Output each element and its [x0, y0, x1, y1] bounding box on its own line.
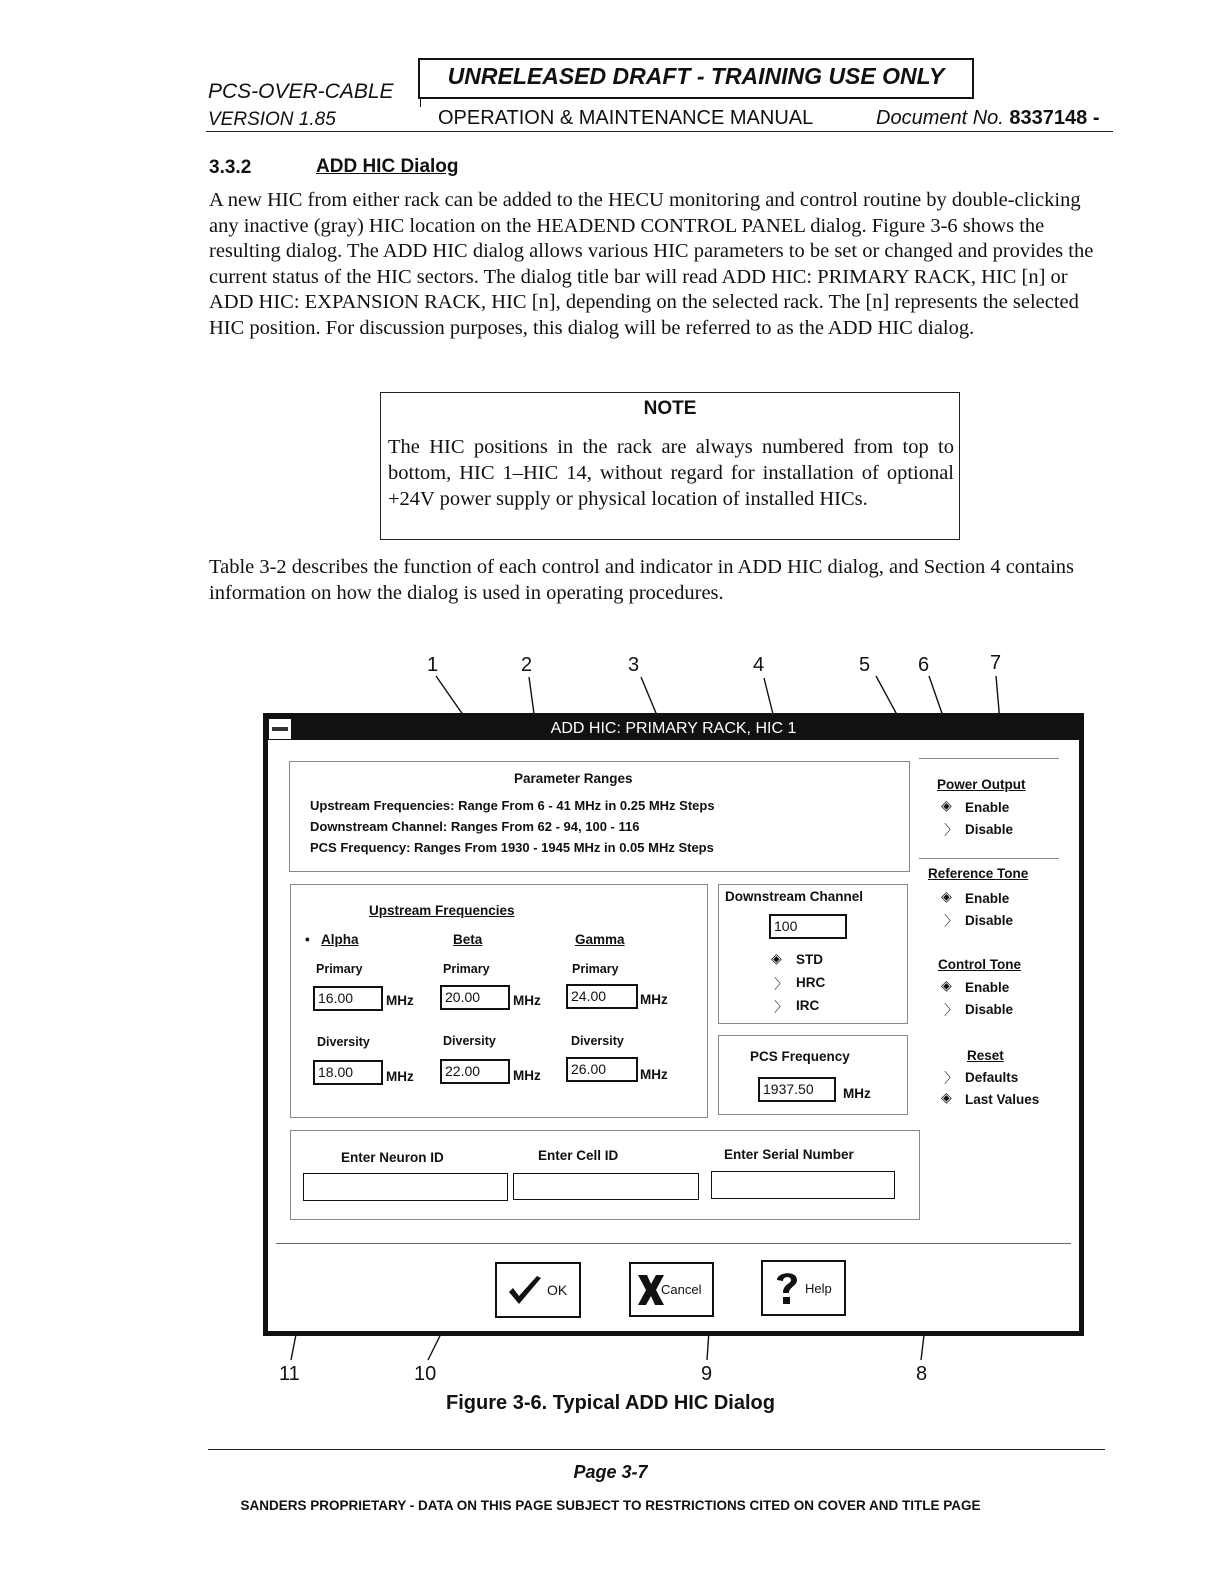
downstream-channel-input[interactable]: 100 — [769, 914, 847, 939]
reference-enable-radio-selected[interactable]: ◈ — [941, 889, 952, 905]
callout-8: 8 — [916, 1363, 928, 1385]
beta-primary-label: Primary — [443, 962, 490, 976]
alpha-diversity-label: Diversity — [317, 1035, 370, 1049]
upstream-range-text: Upstream Frequencies: Range From 6 - 41 MHz in 0.25 MHz Steps — [310, 798, 715, 813]
reference-disable-option[interactable]: Disable — [965, 913, 1014, 928]
gamma-diversity-unit: MHz — [640, 1067, 668, 1082]
header-product: PCS-OVER-CABLE — [208, 80, 394, 103]
beta-primary-input[interactable]: 20.00 — [440, 985, 510, 1010]
beta-diversity-label: Diversity — [443, 1034, 496, 1048]
cell-id-label: Enter Cell ID — [538, 1148, 619, 1163]
reset-defaults-radio[interactable]: 〉 — [944, 1071, 958, 1087]
gamma-diversity-label: Diversity — [571, 1034, 624, 1048]
callout-11: 11 — [279, 1363, 300, 1385]
beta-primary-unit: MHz — [513, 993, 541, 1008]
note-text: The HIC positions in the rack are always numbered from top to bottom, HIC 1–HIC 14, without regard for installation of optional +24V power supply or physical location of installed HICs. — [388, 436, 954, 510]
reset-defaults-option[interactable]: Defaults — [965, 1070, 1019, 1085]
pcs-frequency-heading: PCS Frequency — [750, 1049, 850, 1064]
help-button-label: Help — [805, 1281, 832, 1296]
power-enable-radio-selected[interactable]: ◈ — [941, 798, 952, 814]
pcs-frequency-group — [718, 1035, 908, 1115]
ok-button-label: OK — [547, 1282, 568, 1298]
control-enable-radio-selected[interactable]: ◈ — [941, 978, 952, 994]
downstream-range-text: Downstream Channel: Ranges From 62 - 94, 100 - 116 — [310, 819, 640, 834]
page-number: Page 3-7 — [573, 1462, 648, 1482]
note-heading: NOTE — [643, 398, 697, 419]
callout-9: 9 — [701, 1363, 713, 1385]
alpha-primary-unit: MHz — [386, 993, 414, 1008]
upstream-frequencies-heading: Upstream Frequencies — [369, 903, 515, 918]
callout-5: 5 — [859, 654, 871, 676]
serial-number-input[interactable] — [711, 1171, 895, 1199]
callout-3: 3 — [628, 654, 640, 676]
alpha-primary-label: Primary — [316, 962, 363, 976]
beta-sector-label[interactable]: Beta — [453, 932, 483, 947]
pcs-frequency-input[interactable]: 1937.50 — [758, 1077, 836, 1102]
alpha-sector-label[interactable]: Alpha — [321, 932, 359, 947]
alpha-diversity-input[interactable]: 18.00 — [313, 1060, 383, 1085]
pcs-frequency-unit: MHz — [843, 1086, 871, 1101]
section-number: 3.3.2 — [209, 157, 252, 178]
irc-option[interactable]: IRC — [796, 998, 820, 1013]
reset-last-values-option[interactable]: Last Values — [965, 1092, 1040, 1107]
alpha-diversity-unit: MHz — [386, 1069, 414, 1084]
document-number-label: Document No. — [876, 107, 1004, 129]
figure-caption: Figure 3-6. Typical ADD HIC Dialog — [446, 1392, 775, 1414]
right-column-mid-rule — [919, 858, 1059, 859]
control-tone-heading: Control Tone — [938, 957, 1021, 972]
std-radio-selected[interactable]: ◈ — [771, 951, 782, 967]
power-enable-option[interactable]: Enable — [965, 800, 1010, 815]
alpha-primary-input[interactable]: 16.00 — [313, 986, 383, 1011]
downstream-channel-heading: Downstream Channel — [725, 889, 864, 904]
header-version: VERSION 1.85 — [208, 109, 336, 130]
callout-1: 1 — [427, 654, 439, 676]
hrc-radio[interactable]: 〉 — [774, 977, 788, 993]
question-mark-icon — [773, 1270, 801, 1308]
pcs-range-text: PCS Frequency: Ranges From 1930 - 1945 MHz in 0.05 MHz Steps — [310, 840, 714, 855]
button-row-divider — [276, 1243, 1071, 1244]
cancel-button-label: Cancel — [661, 1282, 702, 1297]
gamma-sector-label[interactable]: Gamma — [575, 932, 625, 947]
manual-title: OPERATION & MAINTENANCE MANUAL — [438, 107, 814, 129]
power-disable-option[interactable]: Disable — [965, 822, 1014, 837]
beta-diversity-input[interactable]: 22.00 — [440, 1059, 510, 1084]
callout-10: 10 — [414, 1363, 437, 1385]
parameter-ranges-heading: Parameter Ranges — [514, 771, 633, 786]
control-enable-option[interactable]: Enable — [965, 980, 1010, 995]
cancel-button[interactable] — [629, 1262, 714, 1317]
power-output-heading: Power Output — [937, 777, 1026, 792]
serial-number-label: Enter Serial Number — [724, 1147, 854, 1162]
callout-2: 2 — [521, 654, 533, 676]
section-title: ADD HIC Dialog — [316, 156, 459, 177]
gamma-primary-unit: MHz — [640, 992, 668, 1007]
callout-7: 7 — [990, 652, 1002, 674]
reset-heading: Reset — [967, 1048, 1004, 1063]
control-disable-option[interactable]: Disable — [965, 1002, 1014, 1017]
document-number-value: 8337148 - — [1009, 107, 1100, 129]
checkmark-icon — [507, 1274, 543, 1308]
irc-radio[interactable]: 〉 — [774, 1000, 788, 1016]
std-option[interactable]: STD — [796, 952, 823, 967]
gamma-primary-label: Primary — [572, 962, 619, 976]
help-button[interactable] — [761, 1260, 846, 1316]
footer-rule — [208, 1449, 1105, 1450]
ok-button[interactable] — [495, 1262, 581, 1318]
hrc-option[interactable]: HRC — [796, 975, 826, 990]
reference-tone-heading: Reference Tone — [928, 866, 1029, 881]
intro-text: A new HIC from either rack can be added to the HECU monitoring and control routine by double-clicking any inactive (gray) HIC location on the HEADEND CONTROL PANEL dialog. Figure 3-6 shows the resulting dialog. The ADD HIC dialog allows various HIC parameters to be set or changed and provides the current status of the HIC sectors. The dialog title bar will read ADD HIC: PRIMARY RACK, HIC [n] or ADD HIC: EXPANSION RACK, HIC [n], depending on the selected rack. The [n] represents the selected HIC position. For discussion purposes, this dialog will be referred to as the ADD HIC dialog. — [209, 189, 1094, 339]
reference-disable-radio[interactable]: 〉 — [944, 914, 958, 930]
table-reference-paragraph: Table 3-2 describes the function of each control and indicator in ADD HIC dialog, and Section 4 contains information on how the dialog is used in operating procedures. — [209, 556, 1075, 604]
gamma-diversity-input[interactable]: 26.00 — [566, 1057, 638, 1082]
power-disable-radio[interactable]: 〉 — [944, 823, 958, 839]
cell-id-input[interactable] — [513, 1173, 699, 1200]
callout-4: 4 — [753, 654, 765, 676]
dialog-title: ADD HIC: PRIMARY RACK, HIC 1 — [550, 720, 797, 737]
neuron-id-input[interactable] — [303, 1173, 508, 1201]
right-column-top-rule — [919, 758, 1059, 759]
beta-diversity-unit: MHz — [513, 1068, 541, 1083]
draft-banner: UNRELEASED DRAFT - TRAINING USE ONLY — [447, 63, 945, 89]
callout-6: 6 — [918, 654, 930, 676]
control-disable-radio[interactable]: 〉 — [944, 1003, 958, 1019]
alpha-selected-marker: • — [305, 932, 310, 947]
neuron-id-label: Enter Neuron ID — [341, 1150, 444, 1165]
reset-last-values-radio-selected[interactable]: ◈ — [941, 1090, 952, 1106]
reference-enable-option[interactable]: Enable — [965, 891, 1010, 906]
proprietary-notice: SANDERS PROPRIETARY - DATA ON THIS PAGE SUBJECT TO RESTRICTIONS CITED ON COVER AND TITLE PAGE — [240, 1498, 981, 1513]
gamma-primary-input[interactable]: 24.00 — [566, 984, 638, 1009]
